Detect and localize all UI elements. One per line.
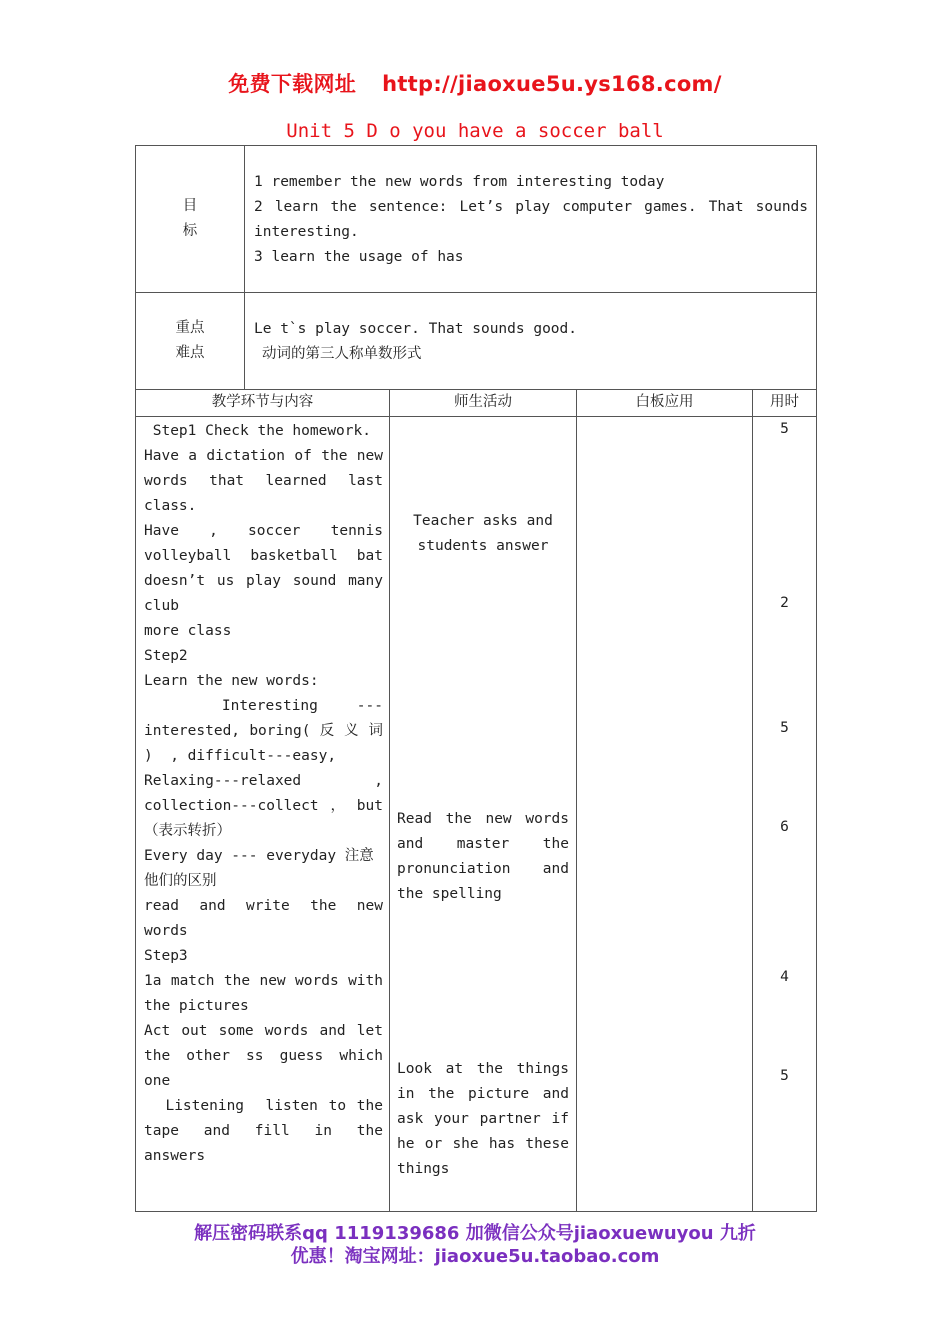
content-line: Interesting ---interested, boring( 反 义 词 ) , difficult---easy, xyxy=(144,698,392,764)
content-line: read and write the new words xyxy=(144,898,383,939)
content-line: Have a dictation of the new words that learned last class. xyxy=(144,448,383,514)
time-value: 5 xyxy=(780,421,789,437)
objectives-label: 目 标 xyxy=(136,146,245,293)
footer-line-2: 优惠！淘宝网址：jiaoxue5u.taobao.com xyxy=(290,1246,660,1267)
whiteboard-cell xyxy=(577,417,753,1212)
objective-item: 2 learn the sentence: Let’s play computer games. That sounds interesting. xyxy=(254,199,809,240)
time-value: 4 xyxy=(780,969,789,985)
time-value: 2 xyxy=(780,595,789,611)
time-value: 5 xyxy=(780,720,789,736)
content-line: Relaxing---relaxed , collection---collect，but（表示转折） xyxy=(144,773,383,839)
column-header-row xyxy=(136,390,817,417)
content-line: more class xyxy=(144,623,232,639)
content-line: Listening listen to the tape and fill in the answers xyxy=(144,1098,392,1164)
content-line: Every day --- everyday 注意他们的区别 xyxy=(144,848,374,889)
keypoint-line: Le t`s play soccer. That sounds good. xyxy=(254,321,578,337)
keypoints-label: 重点 难点 xyxy=(136,293,245,390)
objective-item: 3 learn the usage of has xyxy=(254,249,464,265)
content-line: Learn the new words: xyxy=(144,673,319,689)
activities-cell xyxy=(390,417,577,1212)
keypoints-row xyxy=(136,293,817,390)
activity-block: Teacher asks and students answer xyxy=(413,513,553,554)
content-line: Have , soccer tennis volleyball basketball bat doesn’t us play sound many club xyxy=(144,523,383,614)
content-cell xyxy=(136,417,390,1212)
time-value: 6 xyxy=(780,819,789,835)
content-line: Step2 xyxy=(144,648,188,664)
column-header-whiteboard: 白板应用 xyxy=(577,390,753,417)
column-header-content: 教学环节与内容 xyxy=(136,390,390,417)
objectives-content xyxy=(245,146,817,293)
lesson-plan-table xyxy=(135,145,817,1212)
keypoints-content xyxy=(245,293,817,390)
activity-block: Read the new words and master the pronunciation and the spelling xyxy=(397,811,569,902)
objectives-row xyxy=(136,146,817,293)
content-line: Act out some words and let the other ss guess which one xyxy=(144,1023,383,1089)
page-title: Unit 5 D o you have a soccer ball xyxy=(286,120,664,142)
body-row xyxy=(136,417,817,1212)
download-url-link[interactable]: http://jiaoxue5u.ys168.com/ xyxy=(382,72,722,96)
content-line: Step1 Check the homework. xyxy=(144,423,371,439)
activity-block: Look at the things in the picture and ask your partner if he or she has these things xyxy=(397,1061,569,1177)
column-header-time: 用时 xyxy=(753,390,817,417)
content-line: Step3 xyxy=(144,948,188,964)
time-value: 5 xyxy=(780,1068,789,1084)
objective-item: 1 remember the new words from interesting today xyxy=(254,174,665,190)
download-label: 免费下载网址 xyxy=(228,72,357,96)
download-header xyxy=(0,68,950,98)
content-line: 1a match the new words with the pictures xyxy=(144,973,383,1014)
column-header-activities: 师生活动 xyxy=(390,390,577,417)
keypoint-line: 动词的第三人称单数形式 xyxy=(262,346,422,362)
footer-line-1: 解压密码联系qq 1119139686 加微信公众号jiaoxuewuyou 九折 xyxy=(194,1223,756,1244)
time-cell xyxy=(753,417,817,1212)
